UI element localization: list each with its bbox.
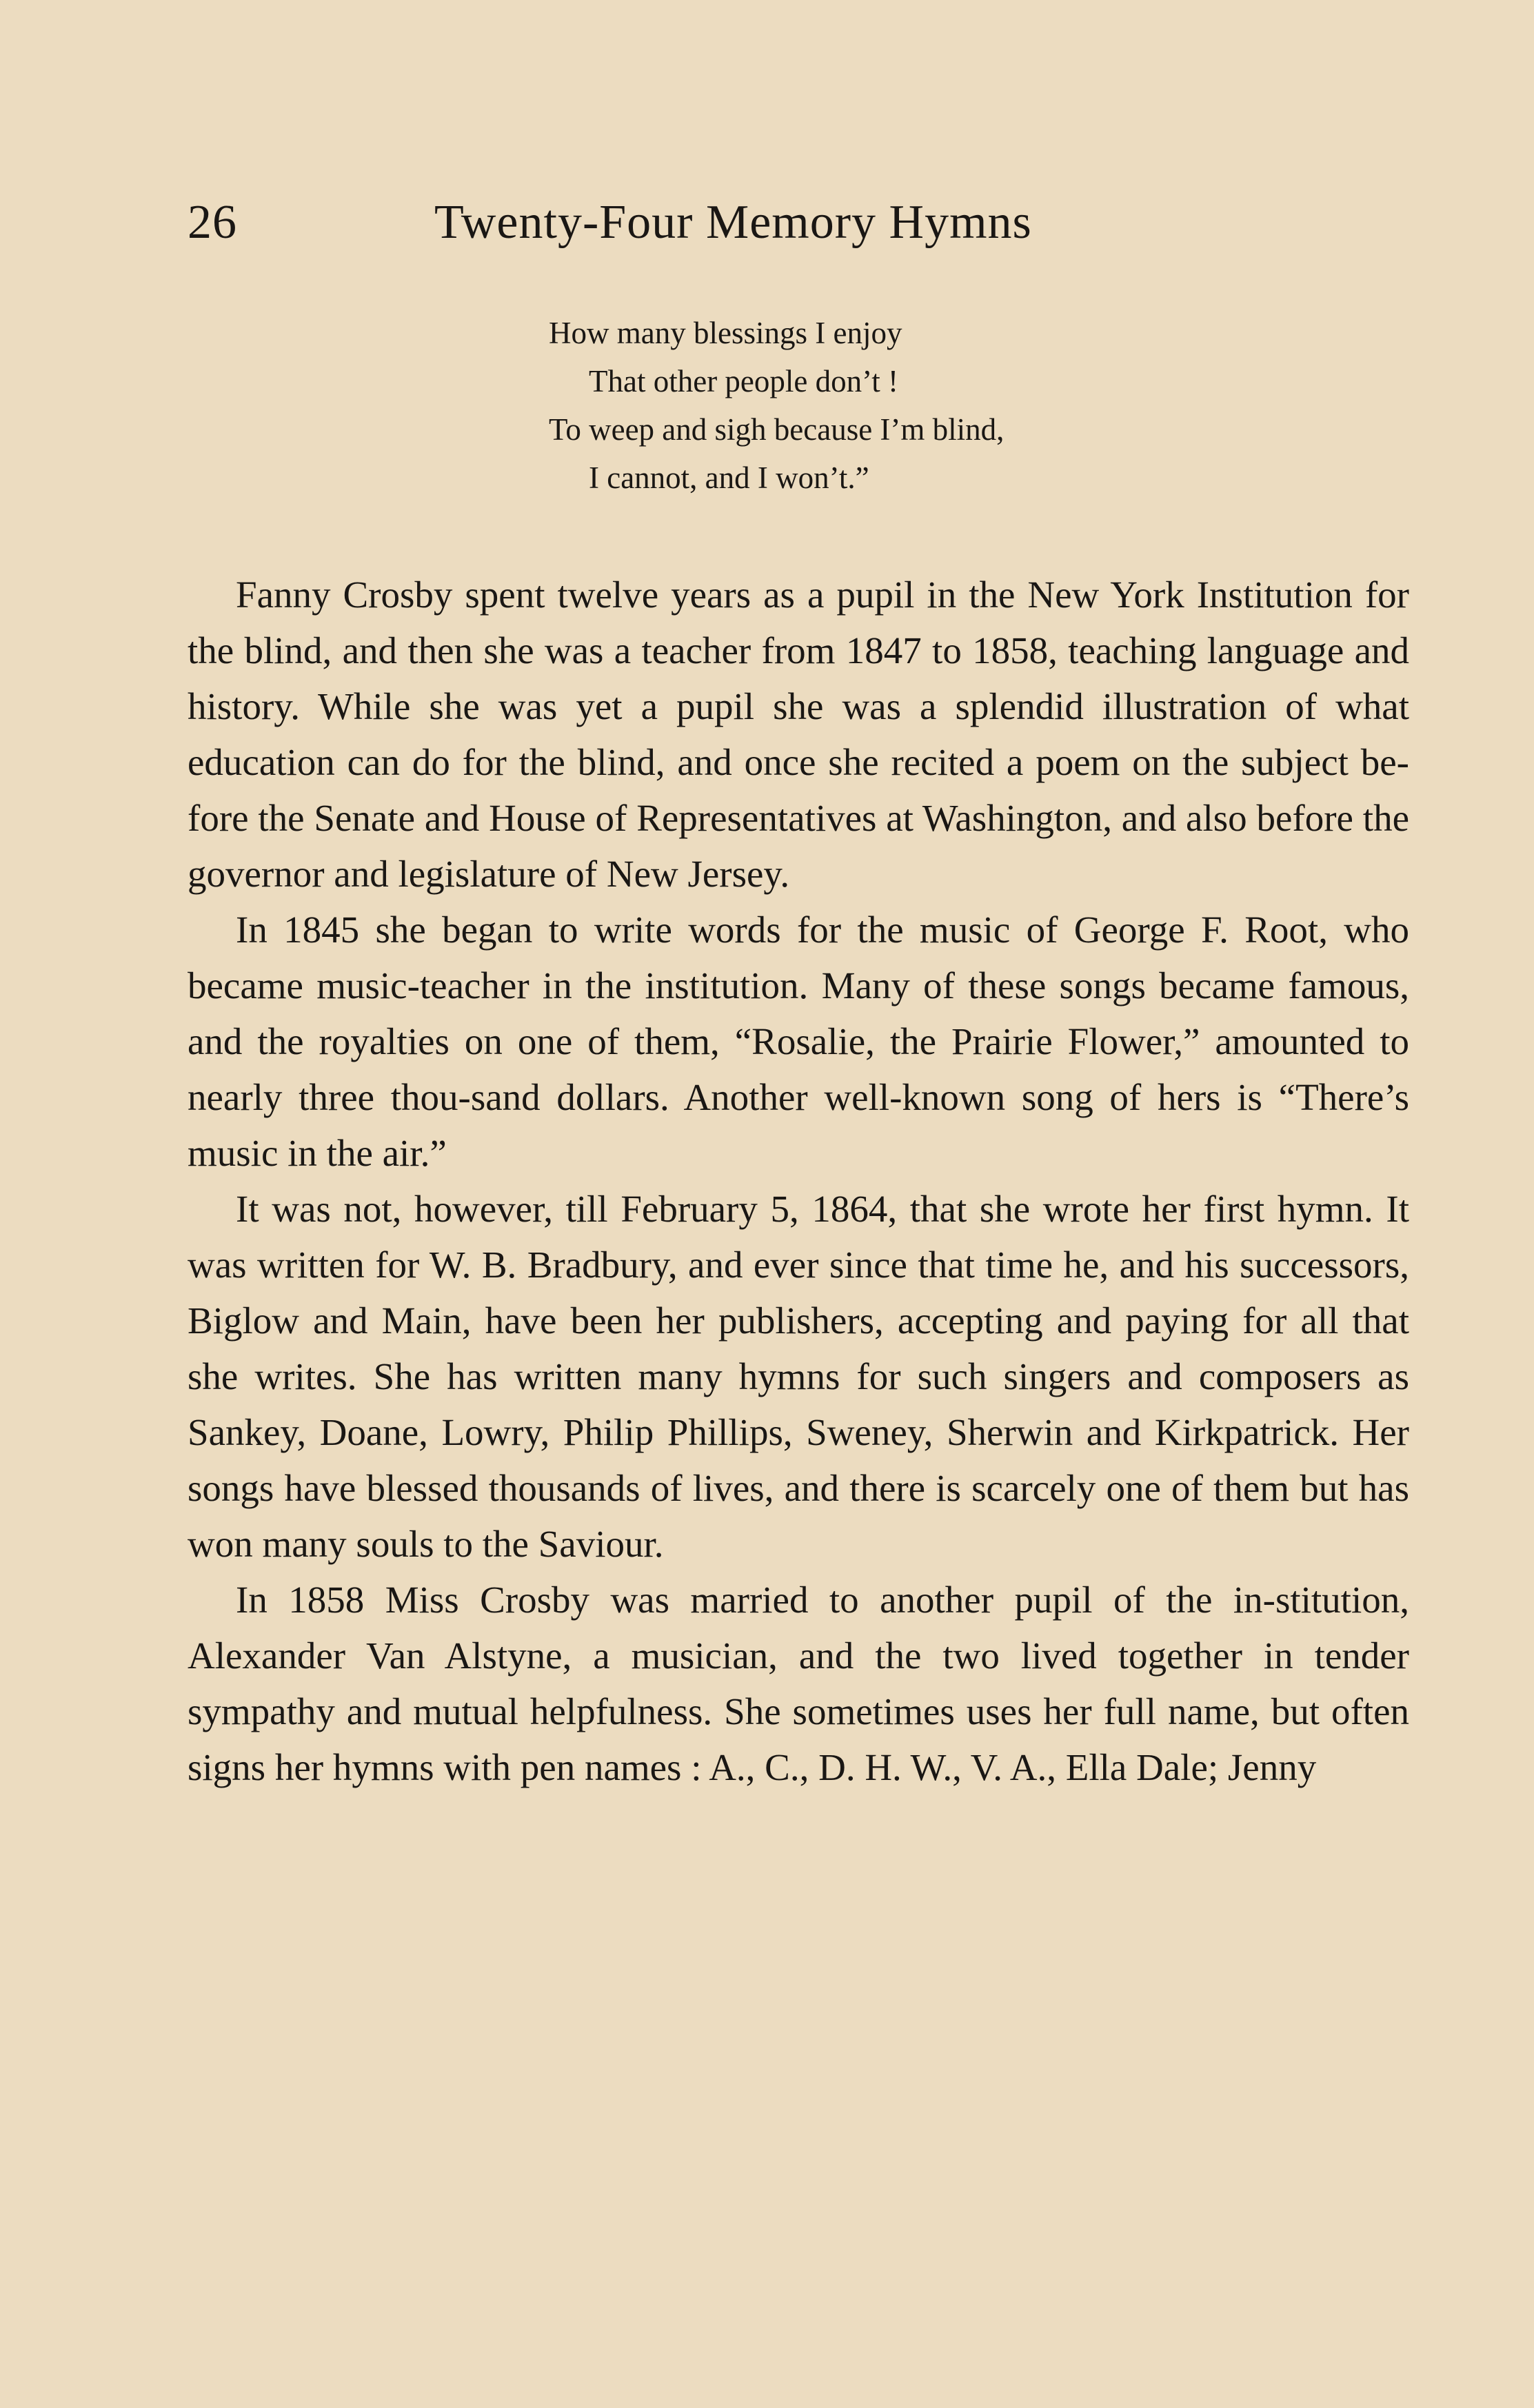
verse-line: How many blessings I enjoy	[549, 316, 902, 350]
verse-line: That other people don’t !	[589, 364, 899, 398]
verse-line: I cannot, and I won’t.”	[589, 461, 869, 495]
paragraph: In 1858 Miss Crosby was married to another pupil of the in-stitution, Alexander Van Alstyne, a musician, and the two lived together in tender sympathy and mutual helpfulness. She sometimes uses her full name, but often signs her hymns with pen names : A., C., D. H. W., V. A., Ella Dale; Jenny	[188, 1579, 1409, 1788]
paragraph: Fanny Crosby spent twelve years as a pupil in the New York Institution for the blind, and then she was a teacher from 1847 to 1858, teaching language and history. While she was yet a pupil she was a splendid illustration of what education can do for the blind, and once she recited a poem on the subject be-fore the Senate and House of Representatives at Washington, and also before the governor and legislature of New Jersey.	[188, 574, 1409, 895]
page-header	[188, 192, 1173, 254]
body-text	[188, 567, 1409, 1795]
verse-stanza	[549, 309, 1197, 502]
page-number: 26	[188, 196, 237, 249]
running-title: Twenty-Four Memory Hymns	[434, 196, 1032, 249]
paragraph: It was not, however, till February 5, 1864, that she wrote her first hymn. It was written for W. B. Bradbury, and ever since that time he, and his successors, Biglow and Main, have been her publishers, accepting and paying for all that she writes. She has written many hymns for such singers and composers as Sankey, Doane, Lowry, Philip Phillips, Sweney, Sherwin and Kirkpatrick. Her songs have blessed thousands of lives, and there is scarcely one of them but has won many souls to the Saviour.	[188, 1188, 1409, 1565]
paragraph: In 1845 she began to write words for the music of George F. Root, who became music-teacher in the institution. Many of these songs became famous, and the royalties on one of them, “Rosalie, the Prairie Flower,” amounted to nearly three thou-sand dollars. Another well-known song of hers is “There’s music in the air.”	[188, 909, 1409, 1174]
verse-line: To weep and sigh because I’m blind,	[549, 412, 1005, 447]
